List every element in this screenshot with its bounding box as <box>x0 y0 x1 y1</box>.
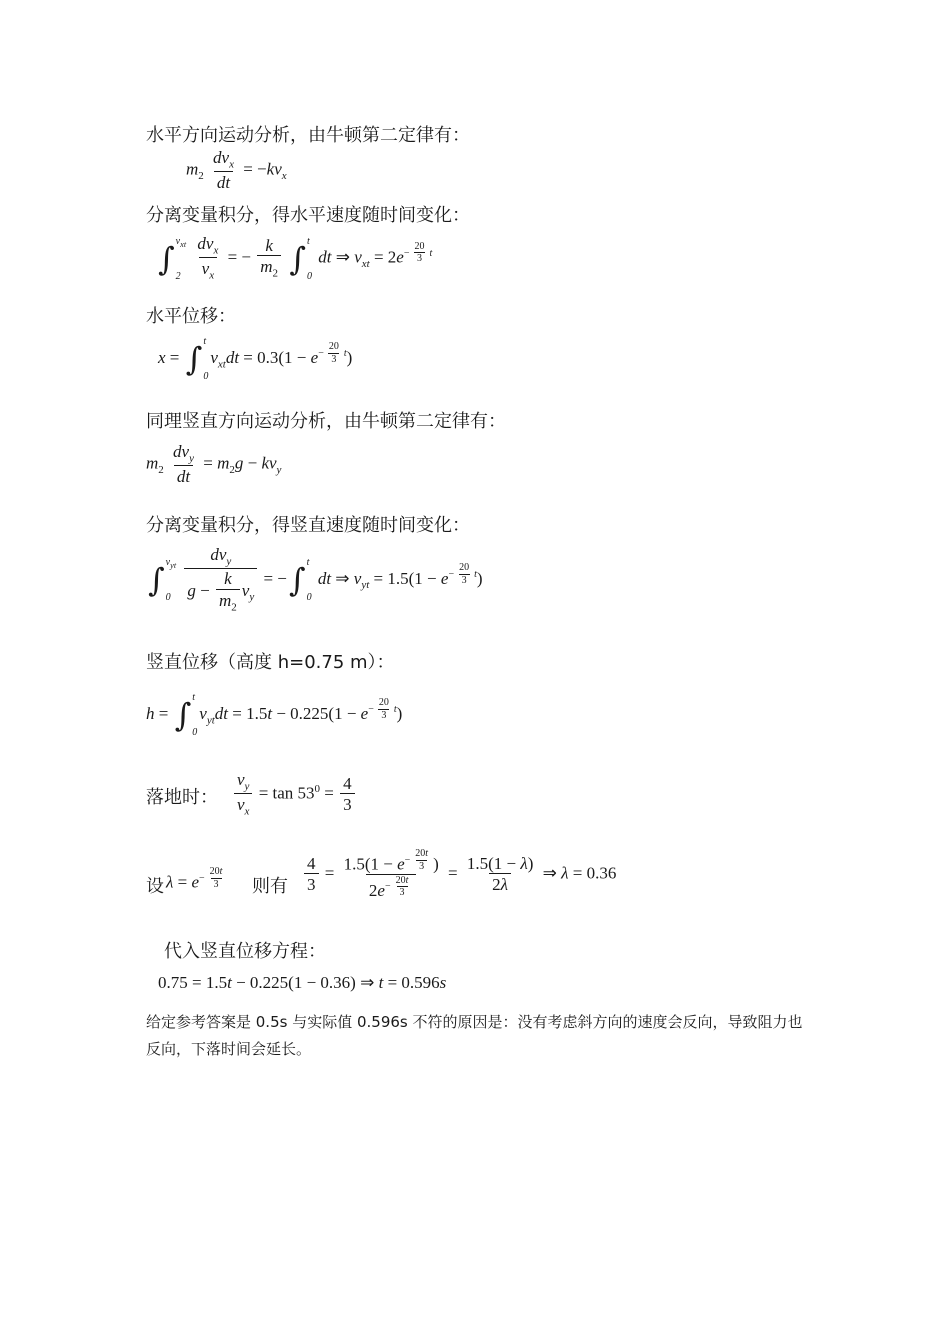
heading-substitute: 代入竖直位移方程： <box>164 941 326 962</box>
conclusion-paragraph: 给定参考答案是 0.5s 与实际值 0.596s 不符的原因是：没有考虑斜方向的速度会反向，导致阻力也反向，下落时间会延长。 <box>146 1013 803 1058</box>
heading-horizontal-displacement: 水平位移： <box>146 306 236 327</box>
label-then: 则有 <box>252 876 288 897</box>
heading-horizontal-analysis: 水平方向运动分析，由牛顿第二定律有： <box>146 125 470 146</box>
heading-vertical-analysis: 同理竖直方向运动分析，由牛顿第二定律有： <box>146 411 506 432</box>
equation-horizontal-newton: $m_2$ $\frac{dv_x}{dt}$ = $-kv_x$ <box>186 148 287 193</box>
equation-vertical-velocity: ∫ $v_{yt}$ 0 $dv_y$ g − $\frac{k}{m_2}$ $v_y$ = − ∫ t 0 dt ⇒ $v_{yt} = 1.5(1 - e-$ $\frac{20}{3}$ t ) <box>148 545 483 613</box>
equation-lambda-def: λ = e− $\frac{20t}{3}$ <box>166 866 223 892</box>
equation-landing-angle: $\frac{v_y}{v_x}$ = $\tan 53^0$ = $\frac{4}{3}$ <box>232 770 357 819</box>
equation-time-result: 0.75 = 1.5t − 0.225(1 − 0.36) ⇒ t = 0.596s <box>158 973 447 992</box>
equation-lambda-solve: $\frac{4}{3}$ = 1.5(1 − e− $\frac{20t}{3}$ ) 2e− $\frac{20t}{3}$ = $\frac{1.5(1 - \lambda)}{2\lambda}$ ⇒ λ = 0.36 <box>302 848 616 901</box>
equation-horizontal-displacement: x = ∫ t 0 $v_{xt}dt = 0.3(1 - e-$ $\frac{20}{3}$ t ) <box>158 336 353 382</box>
heading-vertical-displacement: 竖直位移（高度 h=0.75 m）： <box>146 652 395 673</box>
label-let: 设 <box>146 876 164 897</box>
equation-vertical-newton: $m_2$ $\frac{dv_y}{dt}$ = $m_2g - kv_y$ <box>146 442 282 487</box>
heading-horizontal-integration: 分离变量积分，得水平速度随时间变化： <box>146 205 470 226</box>
label-landing: 落地时： <box>146 787 218 808</box>
heading-vertical-integration: 分离变量积分，得竖直速度随时间变化： <box>146 515 470 536</box>
equation-vertical-displacement: h = ∫ t 0 $v_{yt}dt = 1.5t - 0.225(1 - e-$ $\frac{20}{3}$ t ) <box>146 692 403 738</box>
equation-horizontal-velocity: ∫ $v_{xt}$ 2 $\frac{dv_x}{v_x}$ = − $\frac{k}{m_2}$ ∫ t 0 dt ⇒ $v_{xt} = 2e-$ $\frac{20}{3}$ t <box>158 234 433 282</box>
